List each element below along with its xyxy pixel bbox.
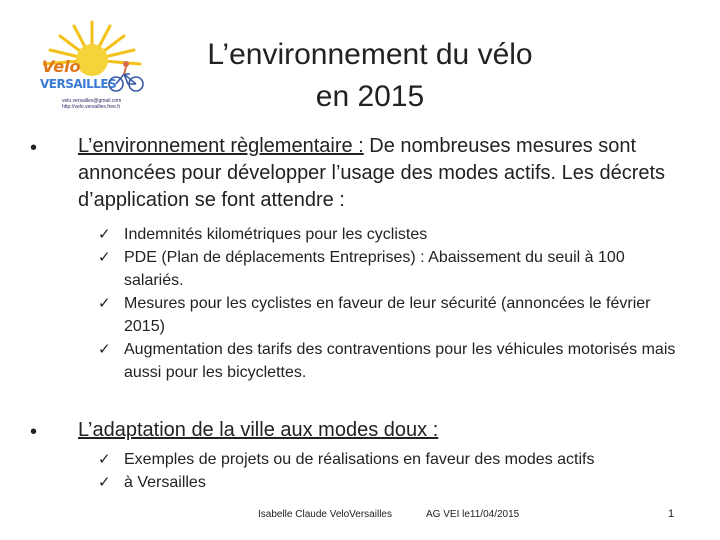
- title-line-2: en 2015: [315, 80, 425, 113]
- svg-text:Velo: Velo: [42, 57, 81, 76]
- logo: [34, 18, 146, 110]
- logo-contact: [62, 98, 146, 110]
- checkmark-icon: ✓: [98, 474, 111, 491]
- checkmark-icon: ✓: [98, 295, 111, 312]
- svg-text:VERSAILLES: VERSAILLES: [40, 77, 117, 91]
- section-1-paragraph: [78, 133, 678, 214]
- section-1-heading: L’environnement règlementaire :: [78, 135, 364, 157]
- section-2-paragraph: [78, 417, 678, 444]
- footer-event: AG VEI le11/04/2015: [426, 509, 520, 520]
- section-1-checklist: [98, 223, 688, 384]
- bullet-2-icon: •: [30, 421, 38, 443]
- checkmark-icon: ✓: [98, 451, 111, 468]
- checkmark-icon: ✓: [98, 341, 111, 358]
- list-item: ✓ Mesures pour les cyclistes en faveur de leur sécurité (annoncées le février 2015): [98, 292, 688, 338]
- logo-web: http://velo.versailles.free.fr: [62, 104, 121, 110]
- velo-versailles-logo-icon: [34, 18, 146, 110]
- checkmark-icon: ✓: [98, 226, 111, 243]
- list-item: ✓ Exemples de projets ou de réalisations en faveur des modes actifs: [98, 448, 688, 471]
- section-2-heading: L’adaptation de la ville aux modes doux :: [78, 419, 439, 441]
- checkmark-icon: ✓: [98, 249, 111, 266]
- bullet-1-icon: •: [30, 137, 38, 159]
- list-item: ✓ à Versailles: [98, 471, 688, 494]
- logo-email: velo.versailles@gmail.com: [62, 98, 122, 104]
- list-item: ✓ PDE (Plan de déplacements Entreprises) : Abaissement du seuil à 100 salariés.: [98, 246, 688, 292]
- title-line-1: L’environnement du vélo: [207, 38, 533, 71]
- slide-title: [160, 34, 580, 118]
- list-item: ✓ Indemnités kilométriques pour les cyclistes: [98, 223, 688, 246]
- page-number: 1: [668, 508, 675, 520]
- list-item: ✓ Augmentation des tarifs des contraventions pour les véhicules motorisés mais aussi pour les bicyclettes.: [98, 338, 688, 384]
- section-2-checklist: [98, 448, 688, 494]
- section-1-text: De nombreuses mesures sont annoncées pour développer l’usage des modes actifs. Les décrets d’application se font attendre :: [78, 135, 666, 211]
- footer-author: Isabelle Claude VeloVersailles: [258, 509, 392, 520]
